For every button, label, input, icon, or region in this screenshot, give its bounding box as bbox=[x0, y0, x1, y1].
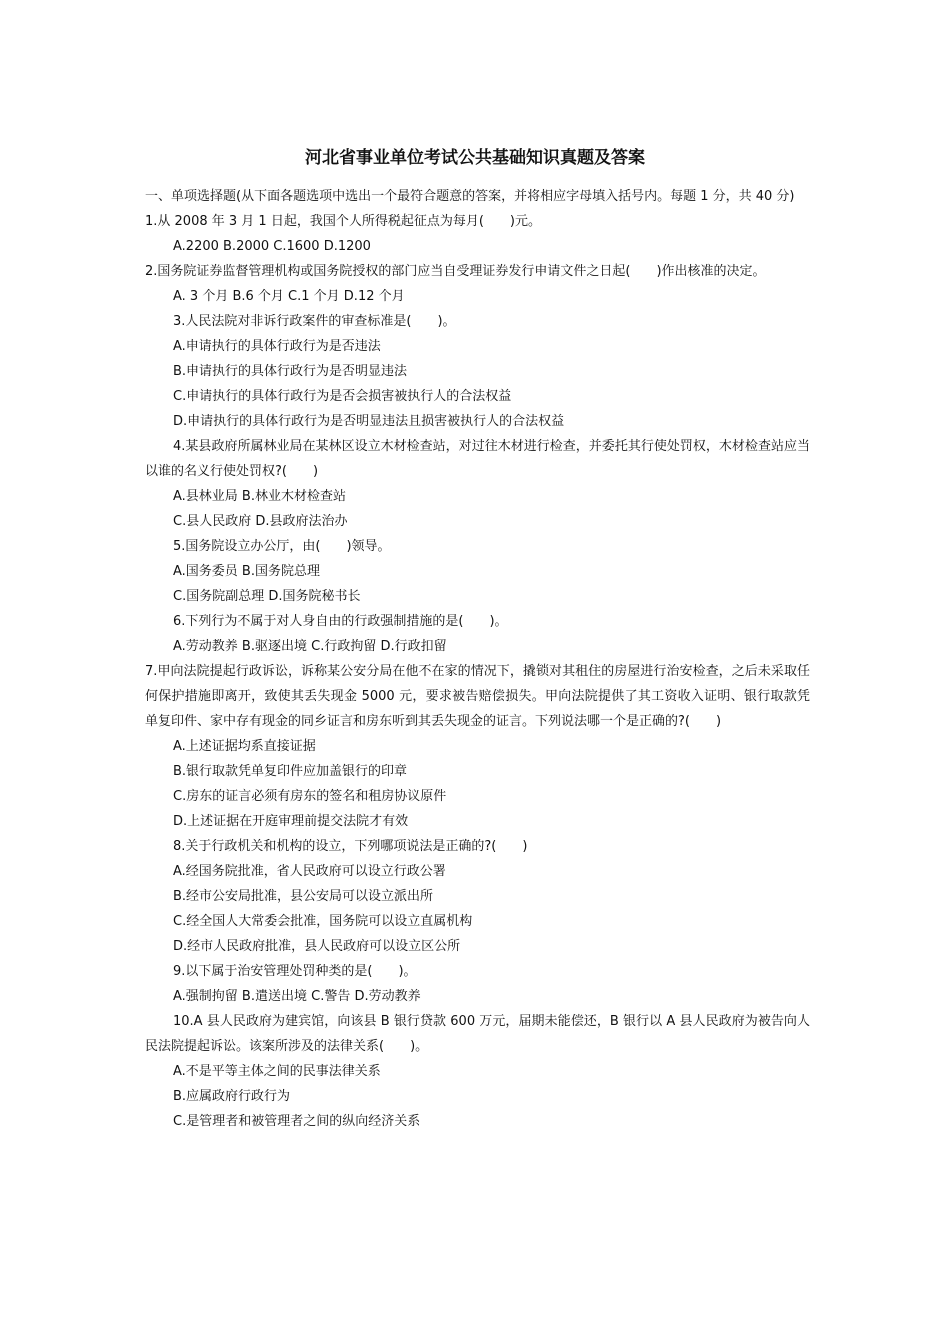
question-option: C.国务院副总理 D.国务院秘书长 bbox=[173, 589, 361, 604]
question-stem: 9.以下属于治安管理处罚种类的是( )。 bbox=[173, 964, 417, 979]
question-stem: 5.国务院设立办公厅，由( )领导。 bbox=[173, 539, 391, 554]
question-stem: 7.甲向法院提起行政诉讼，诉称某公安分局在他不在家的情况下，撬锁对其租住的房屋进行治安检查，之后未采取任何保护措施即离开，致使其丢失现金 5000 元，要求被告赔偿损失。甲向法院提供了其工资收入证明、银行取款凭单复印件、家中存有现金的同乡证言和房东听到其丢失现金的证言。下列说法哪一个是正确的?( ) bbox=[145, 664, 810, 729]
question-option: D.经市人民政府批准，县人民政府可以设立区公所 bbox=[173, 939, 461, 954]
question-option: B.申请执行的具体行政行为是否明显违法 bbox=[173, 364, 408, 379]
question-option: D.上述证据在开庭审理前提交法院才有效 bbox=[173, 814, 409, 829]
question-option: D.申请执行的具体行政行为是否明显违法且损害被执行人的合法权益 bbox=[173, 414, 565, 429]
question-stem: 1.从 2008 年 3 月 1 日起，我国个人所得税起征点为每月( )元。 bbox=[145, 214, 541, 229]
question-option: A.劳动教养 B.驱逐出境 C.行政拘留 D.行政扣留 bbox=[173, 639, 447, 654]
question-stem: 2.国务院证券监督管理机构或国务院授权的部门应当自受理证券发行申请文件之日起( )作出核准的决定。 bbox=[145, 264, 766, 279]
question-stem: 4.某县政府所属林业局在某林区设立木材检查站，对过往木材进行检查，并委托其行使处罚权，木材检查站应当以谁的名义行使处罚权?( ) bbox=[145, 439, 810, 479]
question-stem: 3.人民法院对非诉行政案件的审查标准是( )。 bbox=[173, 314, 456, 329]
question-option: C.房东的证言必须有房东的签名和租房协议原件 bbox=[173, 789, 447, 804]
question-option: C.经全国人大常委会批准，国务院可以设立直属机构 bbox=[173, 914, 473, 929]
question-option: A.不是平等主体之间的民事法律关系 bbox=[173, 1064, 381, 1079]
section-heading: 一、单项选择题(从下面各题选项中选出一个最符合题意的答案，并将相应字母填入括号内。每题 1 分，共 40 分) bbox=[145, 189, 795, 204]
question-option: C.是管理者和被管理者之间的纵向经济关系 bbox=[173, 1114, 421, 1129]
question-option: B.经市公安局批准，县公安局可以设立派出所 bbox=[173, 889, 434, 904]
question-option: A.2200 B.2000 C.1600 D.1200 bbox=[173, 239, 371, 254]
question-option: B.应属政府行政行为 bbox=[173, 1089, 291, 1104]
document-title: 河北省事业单位考试公共基础知识真题及答案 bbox=[305, 148, 645, 168]
question-stem: 10.A 县人民政府为建宾馆，向该县 B 银行贷款 600 万元，届期未能偿还，B 银行以 A 县人民政府为被告向人民法院提起诉讼。该案所涉及的法律关系( )。 bbox=[145, 1014, 810, 1054]
question-option: B.银行取款凭单复印件应加盖银行的印章 bbox=[173, 764, 408, 779]
question-option: A.强制拘留 B.遣送出境 C.警告 D.劳动教养 bbox=[173, 989, 421, 1004]
document-body bbox=[145, 184, 810, 1134]
question-option: A. 3 个月 B.6 个月 C.1 个月 D.12 个月 bbox=[173, 289, 405, 304]
question-option: A.上述证据均系直接证据 bbox=[173, 739, 316, 754]
question-option: C.申请执行的具体行政行为是否会损害被执行人的合法权益 bbox=[173, 389, 512, 404]
question-option: C.县人民政府 D.县政府法治办 bbox=[173, 514, 348, 529]
question-stem: 6.下列行为不属于对人身自由的行政强制措施的是( )。 bbox=[173, 614, 508, 629]
question-option: A.申请执行的具体行政行为是否违法 bbox=[173, 339, 381, 354]
question-option: A.县林业局 B.林业木材检查站 bbox=[173, 489, 346, 504]
question-option: A.经国务院批准，省人民政府可以设立行政公署 bbox=[173, 864, 446, 879]
question-stem: 8.关于行政机关和机构的设立，下列哪项说法是正确的?( ) bbox=[173, 839, 528, 854]
question-option: A.国务委员 B.国务院总理 bbox=[173, 564, 320, 579]
